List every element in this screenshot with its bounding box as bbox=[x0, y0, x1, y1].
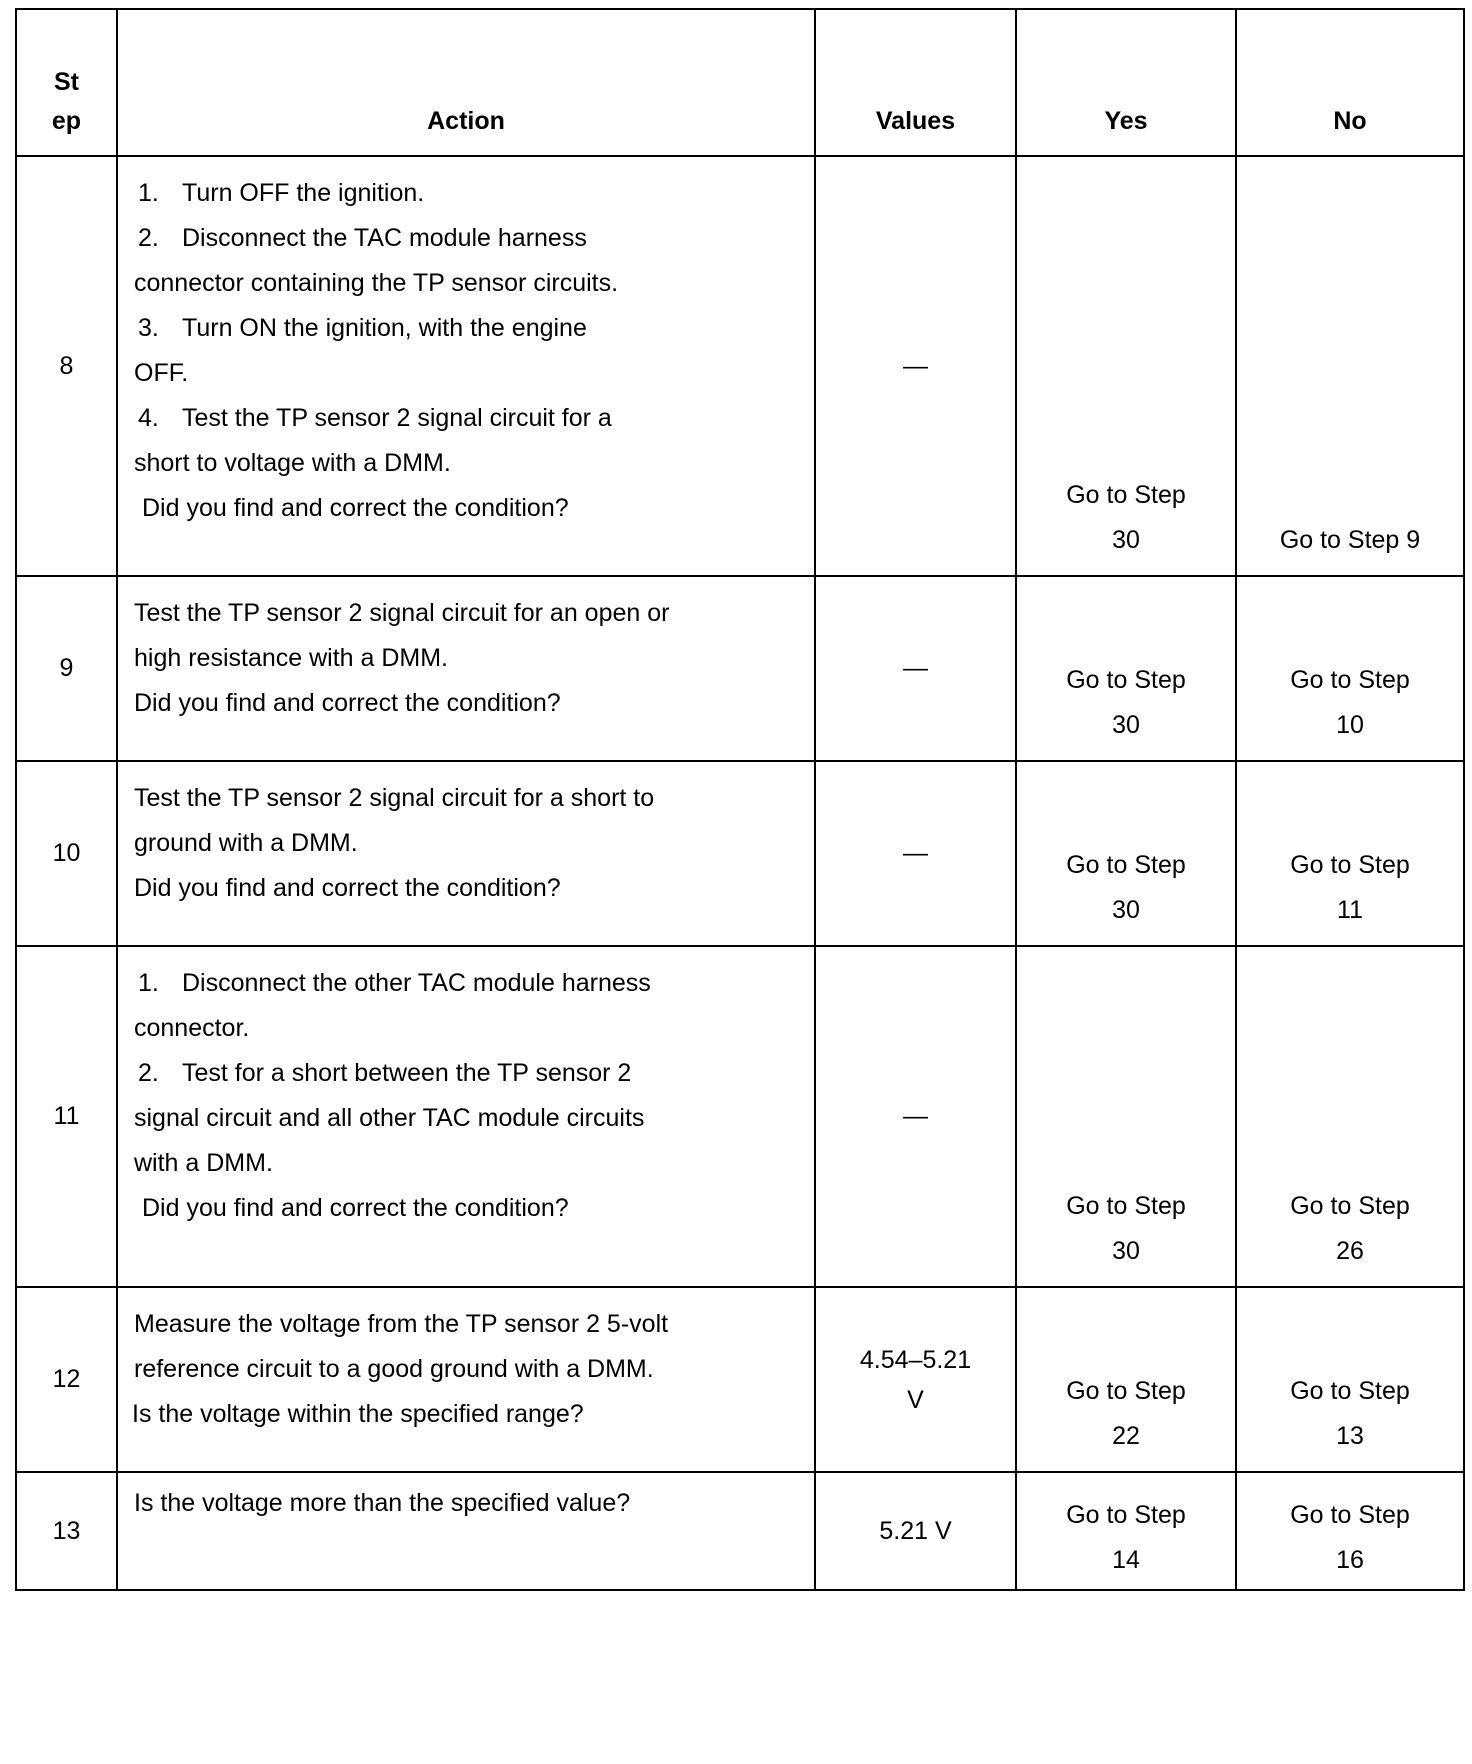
value-cell bbox=[815, 156, 1016, 576]
value-cell bbox=[815, 1472, 1016, 1590]
no-goto-line1: Go to Step bbox=[1290, 851, 1410, 879]
list-number: 4. bbox=[138, 404, 159, 432]
value-text: — bbox=[903, 1102, 928, 1130]
action-cell bbox=[117, 761, 815, 946]
question-text: Is the voltage within the specified range? bbox=[132, 1400, 584, 1428]
table-row-step-11 bbox=[16, 946, 1464, 1287]
value-cell bbox=[815, 946, 1016, 1287]
yes-cell bbox=[1016, 761, 1236, 946]
action-line bbox=[134, 171, 804, 216]
header-yes-label: Yes bbox=[1104, 107, 1148, 135]
header-step-line1: St bbox=[54, 68, 79, 96]
action-line bbox=[134, 441, 804, 486]
no-goto-line1: Go to Step bbox=[1290, 1192, 1410, 1220]
question-text: Did you find and correct the condition? bbox=[134, 689, 561, 717]
action-text: OFF. bbox=[134, 359, 189, 387]
action-line bbox=[134, 1006, 804, 1051]
action-line bbox=[134, 306, 804, 351]
header-action-label: Action bbox=[427, 107, 505, 135]
action-text: Turn OFF the ignition. bbox=[182, 179, 425, 207]
table-row-step-9 bbox=[16, 576, 1464, 761]
action-line: ground with a DMM. bbox=[134, 829, 358, 857]
action-cell bbox=[117, 156, 815, 576]
no-cell bbox=[1236, 1287, 1464, 1472]
value-line1: 4.54–5.21 bbox=[859, 1345, 972, 1374]
no-goto-line1: Go to Step bbox=[1290, 666, 1410, 694]
action-text: signal circuit and all other TAC module circuits bbox=[134, 1104, 645, 1132]
step-number: 11 bbox=[16, 946, 117, 1287]
yes-cell bbox=[1016, 576, 1236, 761]
header-no-label: No bbox=[1333, 107, 1367, 135]
yes-goto-line2: 30 bbox=[1112, 896, 1140, 924]
header-action bbox=[117, 9, 815, 156]
value-line2: V bbox=[907, 1385, 924, 1414]
step-number: 12 bbox=[16, 1287, 117, 1472]
no-goto-line2: 26 bbox=[1336, 1237, 1364, 1265]
no-goto-line1: Go to Step bbox=[1290, 1501, 1410, 1529]
diagnostic-table bbox=[15, 8, 1465, 1591]
header-row bbox=[16, 9, 1464, 156]
no-goto-line2: 16 bbox=[1336, 1546, 1364, 1574]
no-cell bbox=[1236, 946, 1464, 1287]
list-number: 3. bbox=[138, 314, 159, 342]
action-line bbox=[134, 961, 804, 1006]
yes-goto-line2: 14 bbox=[1112, 1546, 1140, 1574]
action-text: Test for a short between the TP sensor 2 bbox=[182, 1059, 632, 1087]
list-number: 1. bbox=[138, 969, 159, 997]
table-row-step-13 bbox=[16, 1472, 1464, 1590]
yes-goto-line2: 30 bbox=[1112, 711, 1140, 739]
yes-goto-line1: Go to Step bbox=[1066, 1501, 1186, 1529]
step-number: 8 bbox=[16, 156, 117, 576]
action-line: Test the TP sensor 2 signal circuit for an open or bbox=[134, 599, 670, 627]
action-line bbox=[134, 396, 804, 441]
yes-goto-line1: Go to Step bbox=[1066, 1192, 1186, 1220]
header-no bbox=[1236, 9, 1464, 156]
action-line bbox=[134, 1141, 804, 1186]
action-text: with a DMM. bbox=[134, 1149, 273, 1177]
value-text: — bbox=[903, 654, 928, 682]
no-goto-line2: 11 bbox=[1337, 896, 1363, 924]
header-step-line2: ep bbox=[51, 107, 82, 135]
value-text: — bbox=[903, 351, 928, 380]
action-text: Turn ON the ignition, with the engine bbox=[182, 314, 587, 342]
question-text: Did you find and correct the condition? bbox=[142, 494, 569, 522]
no-goto-line1: Go to Step bbox=[1290, 1377, 1410, 1405]
header-values bbox=[815, 9, 1016, 156]
list-number: 2. bbox=[138, 1059, 159, 1087]
action-line bbox=[134, 261, 804, 306]
yes-goto-line2: 22 bbox=[1112, 1422, 1140, 1450]
action-line bbox=[134, 1096, 804, 1141]
action-line bbox=[134, 1051, 804, 1096]
question-text: Did you find and correct the condition? bbox=[142, 1194, 569, 1222]
action-line: Test the TP sensor 2 signal circuit for a short to bbox=[134, 784, 655, 812]
no-cell bbox=[1236, 576, 1464, 761]
yes-cell bbox=[1016, 1287, 1236, 1472]
action-line: high resistance with a DMM. bbox=[134, 644, 449, 672]
yes-goto-line2: 30 bbox=[1112, 526, 1140, 554]
list-number: 2. bbox=[138, 224, 159, 252]
action-line bbox=[134, 351, 804, 396]
table-row-step-8 bbox=[16, 156, 1464, 576]
action-cell bbox=[117, 1472, 815, 1590]
header-values-label: Values bbox=[875, 107, 956, 135]
action-text: connector containing the TP sensor circuits. bbox=[134, 269, 619, 297]
yes-goto-line1: Go to Step bbox=[1066, 1377, 1186, 1405]
action-cell bbox=[117, 576, 815, 761]
no-cell bbox=[1236, 761, 1464, 946]
header-step bbox=[16, 9, 117, 156]
question-text: Did you find and correct the condition? bbox=[134, 874, 561, 902]
value-cell bbox=[815, 1287, 1016, 1472]
yes-goto-line1: Go to Step bbox=[1066, 851, 1186, 879]
header-yes bbox=[1016, 9, 1236, 156]
table-row-step-12 bbox=[16, 1287, 1464, 1472]
action-cell bbox=[117, 946, 815, 1287]
action-line: reference circuit to a good ground with a DMM. bbox=[134, 1355, 654, 1383]
yes-goto-line2: 30 bbox=[1112, 1237, 1140, 1265]
no-goto-line2: 13 bbox=[1336, 1422, 1364, 1450]
value-cell bbox=[815, 576, 1016, 761]
table-row-step-10 bbox=[16, 761, 1464, 946]
action-text: connector. bbox=[134, 1014, 250, 1042]
yes-cell bbox=[1016, 156, 1236, 576]
no-cell bbox=[1236, 1472, 1464, 1590]
value-cell bbox=[815, 761, 1016, 946]
no-cell bbox=[1236, 156, 1464, 576]
action-line: Is the voltage more than the specified value? bbox=[134, 1489, 631, 1517]
list-number: 1. bbox=[138, 179, 159, 207]
step-number: 13 bbox=[16, 1472, 117, 1590]
yes-goto-line1: Go to Step bbox=[1066, 666, 1186, 694]
no-goto: Go to Step 9 bbox=[1279, 526, 1421, 554]
action-line: Measure the voltage from the TP sensor 2 5-volt bbox=[134, 1310, 669, 1338]
no-goto-line2: 10 bbox=[1336, 711, 1364, 739]
yes-cell bbox=[1016, 1472, 1236, 1590]
action-text: Disconnect the other TAC module harness bbox=[182, 969, 651, 997]
action-cell bbox=[117, 1287, 815, 1472]
action-text: Test the TP sensor 2 signal circuit for a bbox=[182, 404, 612, 432]
value-text: 5.21 V bbox=[879, 1516, 952, 1545]
step-number: 10 bbox=[16, 761, 117, 946]
step-number: 9 bbox=[16, 576, 117, 761]
yes-goto-line1: Go to Step bbox=[1066, 481, 1186, 509]
action-line bbox=[134, 216, 804, 261]
value-text: — bbox=[903, 839, 928, 867]
yes-cell bbox=[1016, 946, 1236, 1287]
action-text: short to voltage with a DMM. bbox=[134, 449, 451, 477]
action-text: Disconnect the TAC module harness bbox=[182, 224, 587, 252]
